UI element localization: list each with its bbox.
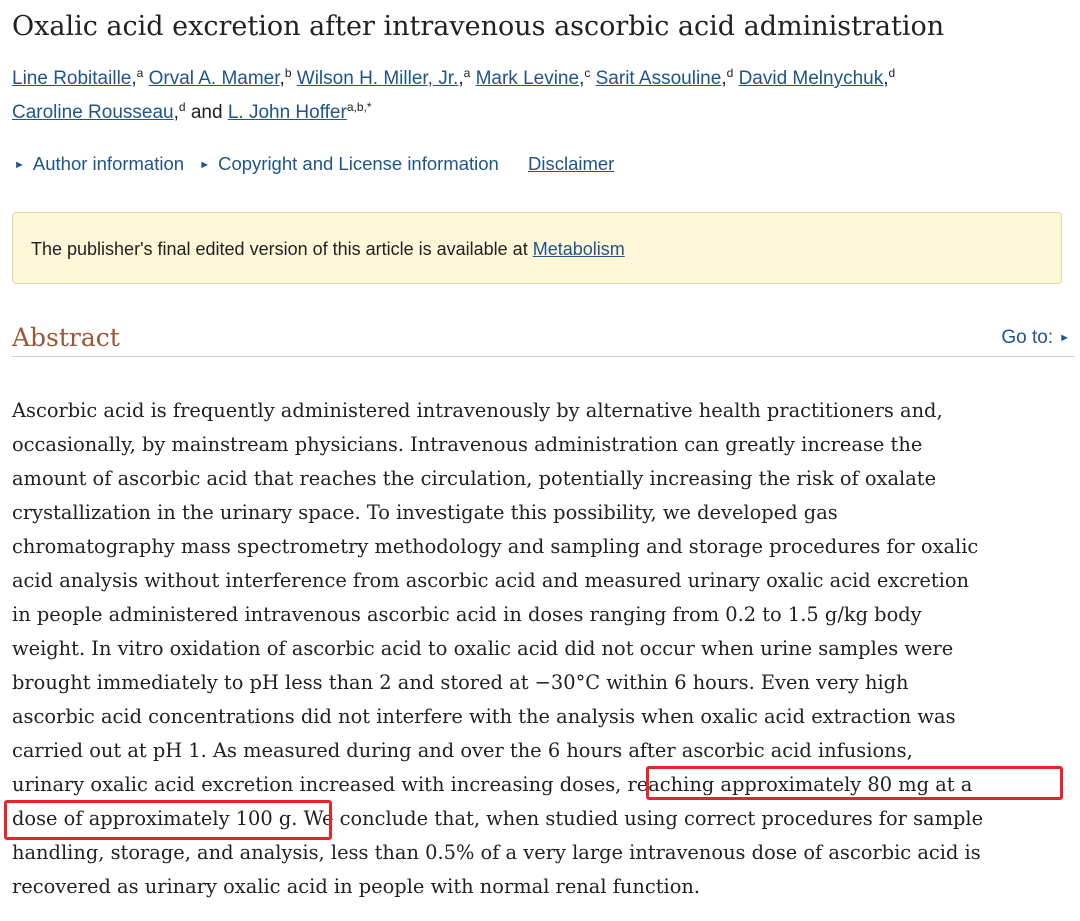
author-link[interactable]: Line Robitaille bbox=[12, 68, 132, 89]
author-link[interactable]: Caroline Rousseau bbox=[12, 102, 174, 123]
abstract-line: ascorbic acid concentrations did not interfere with the analysis when oxalic acid extraction was bbox=[12, 705, 956, 728]
abstract-line: amount of ascorbic acid that reaches the circulation, potentially increasing the risk of oxalate bbox=[12, 467, 937, 490]
metabolism-link[interactable]: Metabolism bbox=[532, 239, 625, 259]
affiliation-sup: a bbox=[136, 66, 144, 80]
article-title: Oxalic acid excretion after intravenous ascorbic acid administration bbox=[12, 11, 945, 42]
triangle-right-icon: ► bbox=[14, 159, 25, 171]
abstract-line: recovered as urinary oxalic acid in people with normal renal function. bbox=[12, 875, 701, 898]
triangle-right-icon: ► bbox=[1059, 332, 1070, 344]
disclaimer-link[interactable]: Disclaimer bbox=[527, 153, 615, 174]
author-line-1: Line Robitaille,$^a$ Orval A. Mamer,$^b$ Wilson H. Miller, Jr.,$^a$ Mark Levine,$^c$ Sarit Assouline,$^d$ David Melnychuk,$^d$ bbox=[12, 66, 896, 89]
author-link[interactable]: David Melnychuk bbox=[738, 68, 884, 89]
article-info-links bbox=[14, 150, 614, 178]
affiliation-sup: a,b,* bbox=[346, 100, 372, 114]
abstract-line: dose of approximately 100 g. We conclude that, when studied using correct procedures for sample bbox=[12, 807, 984, 830]
highlight-box-80mg bbox=[646, 766, 1063, 800]
notice-text: The publisher's final edited version of this article is available at bbox=[31, 239, 533, 259]
publisher-notice bbox=[12, 212, 1062, 284]
author-link[interactable]: L. John Hoffer bbox=[227, 102, 347, 123]
abstract-line: in people administered intravenous ascorbic acid in doses ranging from 0.2 to 1.5 g/kg body bbox=[12, 603, 922, 626]
abstract-line: chromatography mass spectrometry methodology and sampling and storage procedures for oxalic bbox=[12, 535, 979, 558]
author-link[interactable]: Mark Levine bbox=[475, 68, 580, 89]
abstract-line: acid analysis without interference from ascorbic acid and measured urinary oxalic acid excretion bbox=[12, 569, 970, 592]
author-line-2: Caroline Rousseau,$^d$ and L. John Hoffer$^{a,b,*}$ bbox=[12, 100, 372, 123]
author-information-toggle[interactable]: ► Author information bbox=[14, 150, 184, 179]
abstract-line: crystallization in the urinary space. To investigate this possibility, we developed gas bbox=[12, 501, 838, 524]
author-link[interactable]: Wilson H. Miller, Jr. bbox=[296, 68, 459, 89]
abstract-line: urinary oxalic acid excretion increased with increasing doses, reaching approximately 80 mg at a bbox=[12, 773, 973, 796]
affiliation-sup: a bbox=[463, 66, 471, 80]
abstract-line: brought immediately to pH less than 2 and stored at −30°C within 6 hours. Even very high bbox=[12, 671, 909, 694]
author-link[interactable]: Sarit Assouline bbox=[595, 68, 722, 89]
affiliation-sup: d bbox=[888, 66, 896, 80]
abstract-line: handling, storage, and analysis, less than 0.5% of a very large intravenous dose of ascorbic acid is bbox=[12, 841, 981, 864]
copyright-info-toggle[interactable]: ► Copyright and License information bbox=[199, 150, 499, 179]
affiliation-sup: c bbox=[584, 66, 591, 80]
highlight-box-100g bbox=[4, 800, 332, 840]
triangle-right-icon: ► bbox=[199, 159, 211, 171]
affiliation-sup: d bbox=[178, 100, 186, 114]
abstract-heading: Abstract bbox=[12, 323, 120, 352]
abstract-line: carried out at pH 1. As measured during and over the 6 hours after ascorbic acid infusions, bbox=[12, 739, 913, 762]
author-list bbox=[12, 62, 1072, 130]
abstract-header bbox=[12, 320, 1074, 357]
abstract-line: weight. In vitro oxidation of ascorbic acid to oxalic acid did not occur when urine samples were bbox=[12, 637, 954, 660]
author-link[interactable]: Orval A. Mamer bbox=[148, 68, 280, 89]
affiliation-sup: d bbox=[726, 66, 734, 80]
affiliation-sup: b bbox=[284, 66, 292, 80]
goto-menu[interactable]: Go to: ► bbox=[1001, 320, 1070, 356]
and-text: and bbox=[190, 102, 223, 123]
abstract-line: occasionally, by mainstream physicians. Intravenous administration can greatly increase the bbox=[12, 433, 923, 456]
abstract-line: Ascorbic acid is frequently administered intravenously by alternative health practitioners and, bbox=[12, 399, 943, 422]
